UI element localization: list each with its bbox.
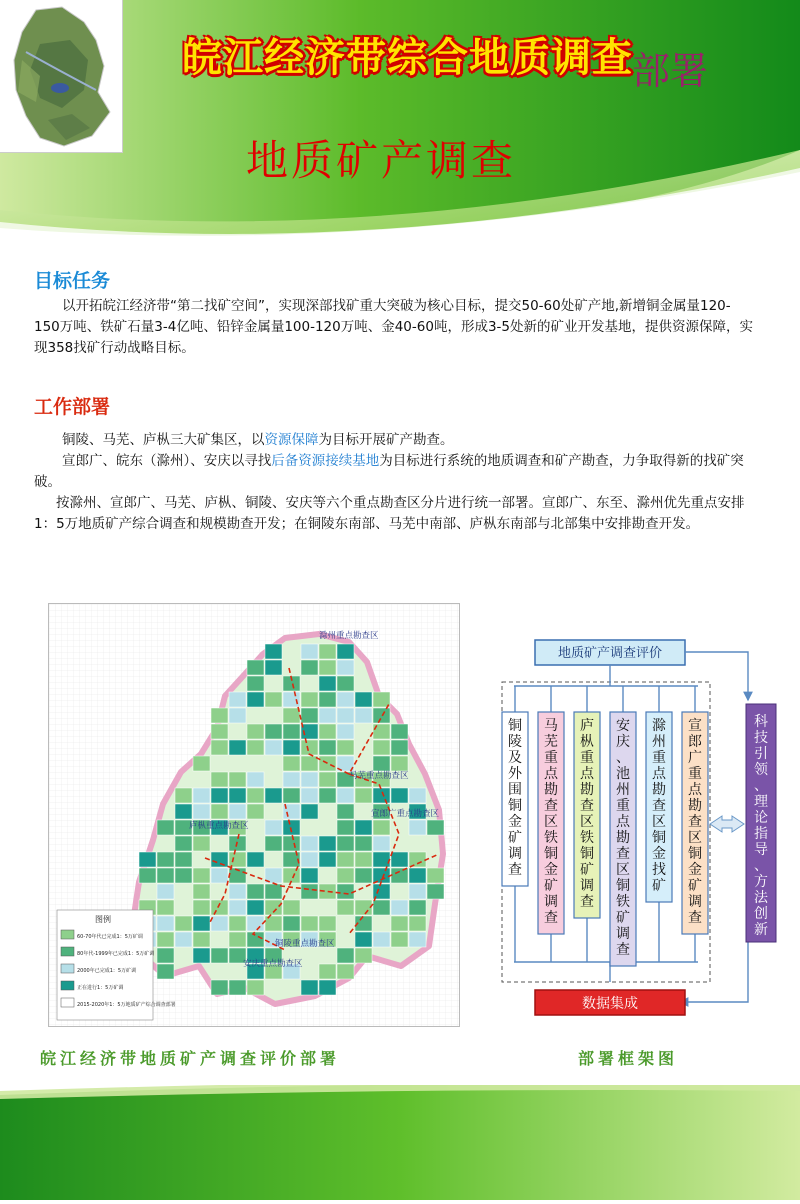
map-survey-cell (373, 820, 390, 835)
map-survey-cell (247, 884, 264, 899)
map-survey-cell (319, 756, 336, 771)
map-survey-cell (157, 948, 174, 963)
legend-swatch (61, 930, 74, 939)
map-survey-cell (283, 820, 300, 835)
map-survey-cell (211, 740, 228, 755)
map-survey-cell (265, 692, 282, 707)
legend-item-label: 60-70年代已完成1：5万矿调 (77, 934, 143, 940)
map-survey-cell (211, 948, 228, 963)
map-survey-cell (265, 788, 282, 803)
map-survey-cell (409, 932, 426, 947)
map-survey-cell (247, 788, 264, 803)
map-survey-cell (355, 708, 372, 723)
legend-item-label: 2015-2020年1：5万地质矿产综合调查部署 (77, 1002, 176, 1008)
map-survey-cell (301, 980, 318, 995)
map-survey-cell (211, 900, 228, 915)
map-survey-cell (319, 964, 336, 979)
map-survey-cell (409, 788, 426, 803)
map-survey-cell (319, 852, 336, 867)
map-survey-cell (337, 884, 354, 899)
main-title: 皖江经济带综合地质调查 (182, 35, 633, 81)
map-survey-cell (337, 852, 354, 867)
legend-swatch (61, 981, 74, 990)
map-survey-cell (373, 756, 390, 771)
map-survey-cell (319, 788, 336, 803)
map-survey-cell (301, 692, 318, 707)
map-survey-cell (193, 836, 210, 851)
map-survey-cell (247, 692, 264, 707)
map-survey-cell (391, 868, 408, 883)
map-survey-cell (211, 708, 228, 723)
map-survey-cell (211, 916, 228, 931)
flow-column-label: 安庆、池州重点勘查区铜铁矿调查 (616, 718, 630, 958)
flow-column-label: 宣郎广重点勘查区铜金矿调查 (688, 718, 702, 926)
map-survey-cell (157, 884, 174, 899)
map-survey-cell (373, 852, 390, 867)
legend-title: 图例 (95, 915, 111, 924)
map-survey-cell (409, 820, 426, 835)
map-label-luzong: 庐枞重点勘查区 (189, 821, 249, 831)
map-survey-cell (337, 676, 354, 691)
map-survey-cell (283, 692, 300, 707)
map-survey-cell (319, 980, 336, 995)
map-survey-cell (337, 644, 354, 659)
map-survey-cell (157, 820, 174, 835)
map-survey-cell (301, 708, 318, 723)
map-survey-cell (391, 900, 408, 915)
map-survey-cell (283, 868, 300, 883)
map-survey-cell (355, 868, 372, 883)
map-survey-cell (283, 900, 300, 915)
map-survey-cell (229, 740, 246, 755)
main-title-suffix: 部署 (632, 49, 709, 93)
map-label-xuanlangguang: 宣郎广重点勘查区 (371, 809, 440, 819)
map-label-anqing: 安庆重点勘查区 (243, 959, 303, 969)
map-survey-cell (283, 788, 300, 803)
map-survey-cell (337, 708, 354, 723)
map-survey-cell (229, 772, 246, 787)
map-survey-cell (337, 836, 354, 851)
map-survey-cell (283, 756, 300, 771)
map-survey-cell (301, 644, 318, 659)
map-survey-cell (301, 740, 318, 755)
map-survey-cell (427, 820, 444, 835)
map-survey-cell (337, 740, 354, 755)
map-survey-cell (337, 788, 354, 803)
legend-item-label: 正在进行1：5万矿调 (77, 985, 124, 991)
map-survey-cell (139, 852, 156, 867)
map-survey-cell (283, 916, 300, 931)
map-survey-cell (373, 692, 390, 707)
anhui-province-thumbnail-map (0, 0, 123, 153)
map-survey-cell (283, 836, 300, 851)
map-survey-cell (157, 868, 174, 883)
map-survey-cell (355, 852, 372, 867)
map-survey-cell (211, 852, 228, 867)
map-survey-cell (409, 884, 426, 899)
map-survey-cell (247, 980, 264, 995)
map-survey-cell (175, 916, 192, 931)
deployment-map-canvas (49, 604, 459, 1026)
map-survey-cell (175, 804, 192, 819)
map-survey-cell (265, 724, 282, 739)
map-survey-cell (193, 868, 210, 883)
map-survey-cell (301, 836, 318, 851)
map-survey-cell (373, 836, 390, 851)
map-survey-cell (319, 676, 336, 691)
map-survey-cell (229, 708, 246, 723)
footer-banner (0, 1085, 800, 1200)
map-survey-cell (319, 708, 336, 723)
map-survey-cell (391, 756, 408, 771)
map-survey-cell (319, 772, 336, 787)
map-survey-cell (157, 964, 174, 979)
flow-columns (502, 686, 708, 966)
deployment-map (48, 603, 460, 1027)
map-survey-cell (175, 836, 192, 851)
map-survey-cell (157, 916, 174, 931)
map-survey-cell (229, 900, 246, 915)
map-survey-cell (373, 788, 390, 803)
map-survey-cell (229, 804, 246, 819)
map-survey-cell (391, 724, 408, 739)
map-survey-cell (301, 884, 318, 899)
map-survey-cell (265, 740, 282, 755)
map-survey-cell (193, 916, 210, 931)
map-survey-cell (247, 900, 264, 915)
map-survey-cell (355, 900, 372, 915)
map-survey-cell (409, 868, 426, 883)
map-survey-cell (193, 900, 210, 915)
map-survey-cell (175, 852, 192, 867)
map-label-tongling: 铜陵重点勘查区 (275, 939, 335, 949)
map-survey-cell (301, 660, 318, 675)
legend-swatch (61, 964, 74, 973)
map-survey-cell (265, 820, 282, 835)
map-survey-cell (373, 740, 390, 755)
reserve-base-link[interactable]: 后备资源接续基地 (271, 453, 380, 469)
flow-column-label: 滁州重点勘查区铜金找矿 (652, 718, 666, 894)
map-survey-cell (193, 756, 210, 771)
resource-guarantee-link[interactable]: 资源保障 (264, 432, 319, 448)
map-survey-cell (247, 660, 264, 675)
map-survey-cell (211, 804, 228, 819)
work-paragraph-2: 宣郎广、皖东（滁州）、安庆以寻找后备资源接续基地为目标进行系统的地质调查和矿产勘查，力争取得新的找矿突破。 (34, 453, 744, 490)
legend-item-label: 80年代-1999年已完成1：5万矿调 (77, 951, 155, 957)
map-survey-cell (391, 740, 408, 755)
map-survey-cell (355, 692, 372, 707)
map-survey-cell (409, 900, 426, 915)
map-survey-cell (355, 932, 372, 947)
goal-text: 以开拓皖江经济带“第二找矿空间”，实现深部找矿重大突破为核心目标，提交50-60处矿产地,新增铜金属量120-150万吨、铁矿石量3-4亿吨、铅锌金属量100-120万吨、金40-60吨，形成3-5处新的矿业开发基地，提供资源保障，实现358找矿行动战略目标。 (34, 298, 753, 356)
work-paragraph-3: 按滁州、宣郎广、马芜、庐枞、铜陵、安庆等六个重点勘查区分片进行统一部署。宣郎广、东至、滁州优先重点安排1：5万地质矿产综合调查和规模勘查开发；在铜陵东南部、马芜中南部、庐枞东南部与北部集中安排勘查开发。 (34, 495, 745, 532)
map-survey-cell (229, 916, 246, 931)
map-survey-cell (283, 708, 300, 723)
map-survey-cell (391, 852, 408, 867)
legend-swatch (61, 998, 74, 1007)
map-survey-cell (373, 900, 390, 915)
map-survey-cell (247, 916, 264, 931)
box-data-integration-label: 数据集成 (582, 996, 638, 1012)
map-survey-cell (247, 932, 264, 947)
map-survey-cell (175, 932, 192, 947)
map-survey-cell (265, 644, 282, 659)
map-survey-cell (355, 948, 372, 963)
map-survey-cell (211, 868, 228, 883)
map-survey-cell (301, 868, 318, 883)
map-survey-cell (211, 772, 228, 787)
subtitle: 地质矿产调查 (246, 136, 517, 185)
map-survey-cell (319, 916, 336, 931)
header-banner (0, 0, 800, 250)
map-survey-cell (301, 916, 318, 931)
map-survey-cell (337, 964, 354, 979)
map-survey-cell (355, 788, 372, 803)
map-survey-cell (337, 724, 354, 739)
map-survey-cell (229, 788, 246, 803)
map-survey-cell (265, 836, 282, 851)
map-survey-cell (283, 724, 300, 739)
legend-swatch (61, 947, 74, 956)
map-survey-cell (355, 836, 372, 851)
map-survey-cell (193, 948, 210, 963)
double-arrow-icon (710, 816, 744, 832)
map-survey-cell (211, 980, 228, 995)
map-survey-cell (283, 772, 300, 787)
map-survey-cell (301, 852, 318, 867)
flow-column-label: 庐枞重点勘查区铁铜矿调查 (580, 718, 594, 910)
diagram-caption: 部署框架图 (578, 1049, 679, 1068)
map-survey-cell (193, 932, 210, 947)
map-survey-cell (229, 980, 246, 995)
goal-heading: 目标任务 (34, 270, 111, 292)
map-survey-cell (373, 868, 390, 883)
map-caption: 皖江经济带地质矿产调查评价部署 (40, 1049, 341, 1068)
map-survey-cell (229, 932, 246, 947)
map-survey-cell (319, 644, 336, 659)
map-survey-cell (337, 820, 354, 835)
flow-column-label: 铜陵及外围铜金矿调查 (508, 718, 522, 878)
map-survey-cell (211, 788, 228, 803)
map-survey-cell (175, 788, 192, 803)
map-survey-cell (409, 852, 426, 867)
map-survey-cell (427, 884, 444, 899)
map-survey-cell (247, 804, 264, 819)
map-survey-cell (391, 916, 408, 931)
map-survey-cell (373, 708, 390, 723)
map-survey-cell (337, 900, 354, 915)
map-survey-cell (391, 788, 408, 803)
map-survey-cell (211, 724, 228, 739)
map-survey-cell (409, 916, 426, 931)
legend-item-label: 2000年已完成1：5万矿调 (77, 968, 137, 974)
map-survey-cell (247, 772, 264, 787)
map-survey-cell (139, 868, 156, 883)
map-survey-cell (319, 660, 336, 675)
map-survey-cell (247, 724, 264, 739)
map-survey-cell (193, 884, 210, 899)
map-survey-cell (157, 900, 174, 915)
map-survey-cell (319, 836, 336, 851)
map-survey-cell (283, 740, 300, 755)
map-survey-cell (427, 868, 444, 883)
map-survey-cell (247, 852, 264, 867)
diagram-dashed-frame (502, 682, 710, 982)
map-label-mawu: 马芜重点勘查区 (349, 771, 409, 781)
work-heading: 工作部署 (34, 396, 111, 418)
flow-column-label: 马芜重点勘查区铁铜金矿调查 (544, 718, 558, 926)
map-survey-cell (247, 740, 264, 755)
map-survey-cell (265, 660, 282, 675)
map-survey-cell (337, 692, 354, 707)
map-survey-cell (301, 756, 318, 771)
map-survey-cell (355, 820, 372, 835)
map-survey-cell (337, 868, 354, 883)
framework-diagram (480, 630, 785, 1020)
box-tech-theory-method-label: 科技引领、理论指导、方法创新 (754, 714, 768, 938)
map-survey-cell (157, 932, 174, 947)
map-survey-cell (319, 692, 336, 707)
work-paragraph-1: 铜陵、马芜、庐枞三大矿集区，以资源保障为目标开展矿产勘查。 (62, 432, 454, 448)
map-label-chuzhou: 滁州重点勘查区 (319, 631, 379, 641)
map-survey-cell (265, 916, 282, 931)
map-survey-cell (391, 932, 408, 947)
map-survey-cell (319, 740, 336, 755)
box-survey-evaluation-label: 地质矿产调查评价 (557, 646, 663, 661)
map-survey-cell (193, 804, 210, 819)
map-survey-cell (157, 852, 174, 867)
map-survey-cell (301, 788, 318, 803)
map-survey-cell (247, 676, 264, 691)
map-survey-cell (337, 660, 354, 675)
map-survey-cell (229, 852, 246, 867)
map-survey-cell (373, 932, 390, 947)
map-survey-cell (301, 804, 318, 819)
map-survey-cell (337, 804, 354, 819)
map-survey-cell (265, 884, 282, 899)
map-survey-cell (319, 724, 336, 739)
map-survey-cell (337, 948, 354, 963)
map-survey-cell (229, 884, 246, 899)
map-survey-cell (175, 868, 192, 883)
map-survey-cell (229, 692, 246, 707)
map-survey-cell (193, 788, 210, 803)
framework-diagram-canvas (480, 630, 785, 1020)
map-survey-cell (301, 772, 318, 787)
